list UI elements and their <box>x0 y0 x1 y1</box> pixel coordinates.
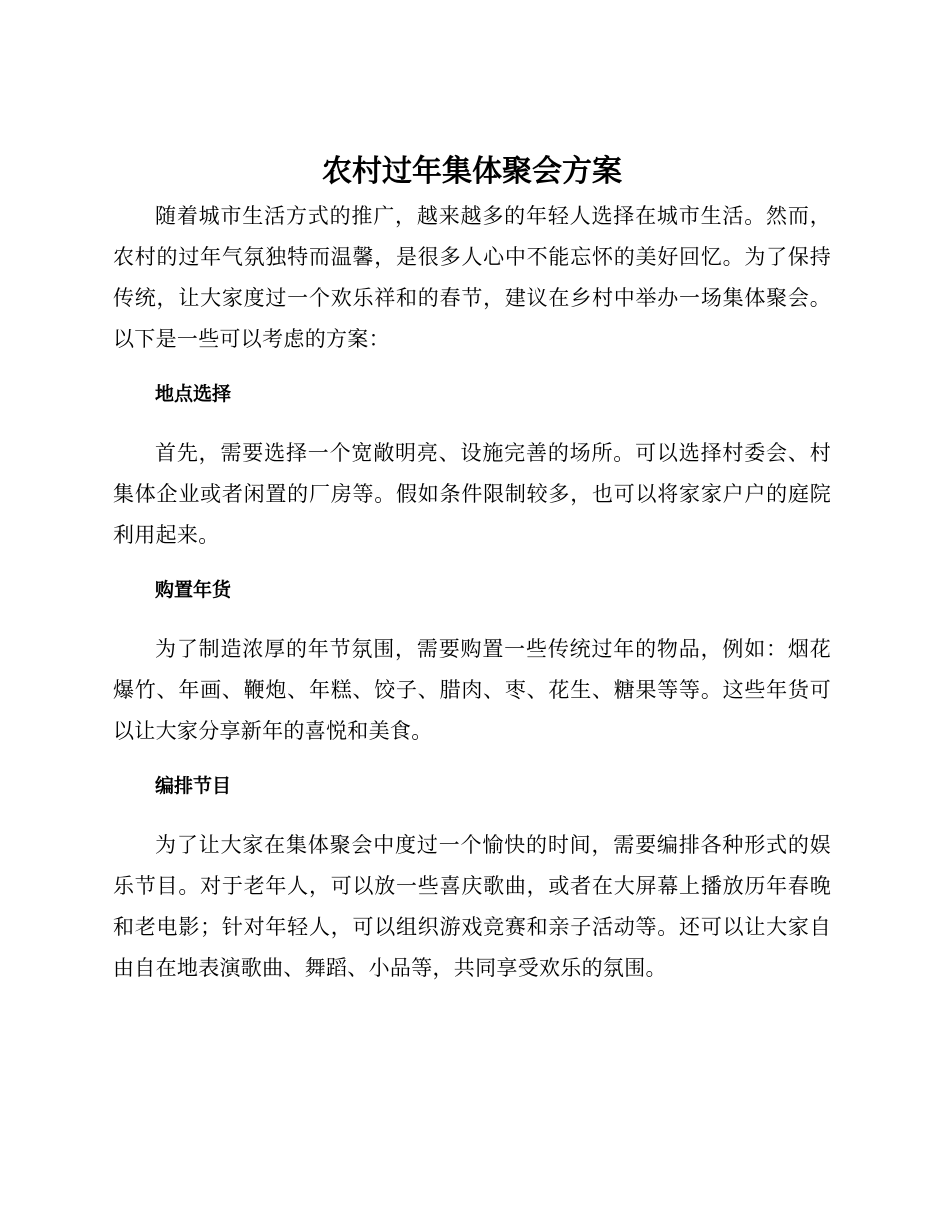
section-body-goods: 为了制造浓厚的年节氛围，需要购置一些传统过年的物品，例如：烟花爆竹、年画、鞭炮、年糕、饺子、腊肉、枣、花生、糖果等等。这些年货可以让大家分享新年的喜悦和美食。 <box>113 637 831 743</box>
document-page <box>113 150 831 989</box>
section-heading-program: 编排节目 <box>155 775 232 797</box>
section-heading-location: 地点选择 <box>155 383 232 405</box>
spacer <box>113 360 831 380</box>
intro-paragraph: 随着城市生活方式的推广，越来越多的年轻人选择在城市生活。然而，农村的过年气氛独特而温馨，是很多人心中不能忘怀的美好回忆。为了保持传统，让大家度过一个欢乐祥和的春节，建议在乡村中举办一场集体聚会。以下是一些可以考虑的方案： <box>113 204 831 351</box>
spacer <box>113 752 831 772</box>
spacer <box>113 800 831 825</box>
section-body-location: 首先，需要选择一个宽敞明亮、设施完善的场所。可以选择村委会、村集体企业或者闲置的厂房等。假如条件限制较多，也可以将家家户户的庭院利用起来。 <box>113 441 831 547</box>
document-title: 农村过年集体聚会方案 <box>322 154 622 189</box>
spacer <box>113 408 831 433</box>
section-heading-goods: 购置年货 <box>155 579 232 601</box>
section-body-program: 为了让大家在集体聚会中度过一个愉快的时间，需要编排各种形式的娱乐节目。对于老年人，可以放一些喜庆歌曲，或者在大屏幕上播放历年春晚和老电影；针对年轻人，可以组织游戏竞赛和亲子活动等。还可以让大家自由自在地表演歌曲、舞蹈、小品等，共同享受欢乐的氛围。 <box>113 833 831 980</box>
spacer <box>113 604 831 629</box>
spacer <box>113 556 831 576</box>
